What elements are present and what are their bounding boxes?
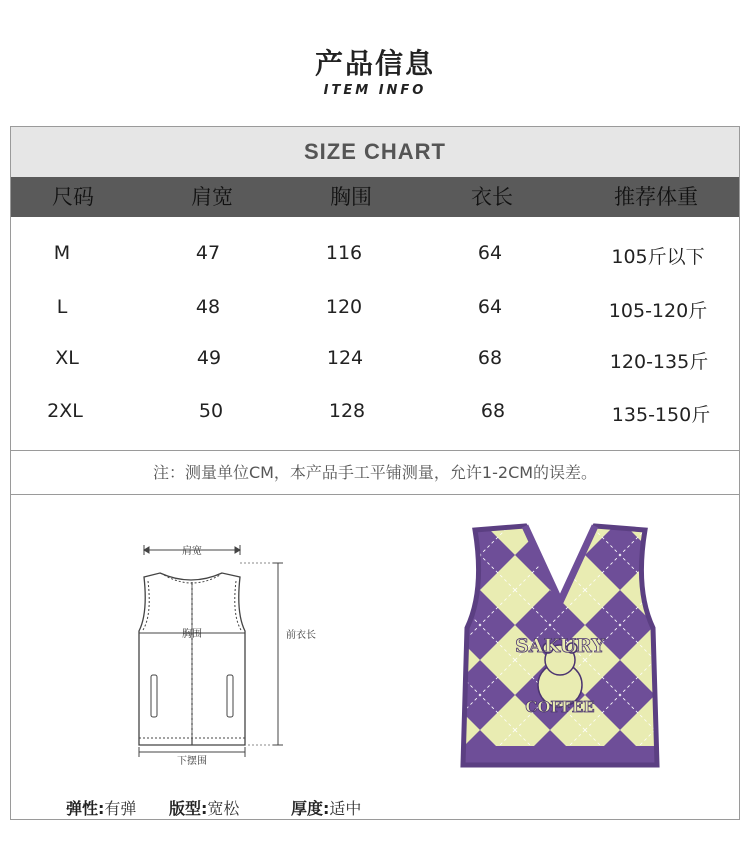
cell-length: 68 <box>477 347 503 369</box>
spec-fit: 版型:宽松 <box>169 799 240 818</box>
cell-chest: 116 <box>325 242 363 264</box>
cell-chest: 120 <box>325 296 363 318</box>
size-chart-title: SIZE CHART <box>11 127 739 177</box>
length-label: 前衣长 <box>286 630 316 641</box>
product-photo <box>445 520 675 775</box>
cell-weight: 105-120斤 <box>608 300 708 322</box>
column-header-length: 衣长 <box>471 185 513 209</box>
divider <box>11 450 739 451</box>
table-row <box>0 242 750 268</box>
page-title: 产品信息 <box>314 47 435 80</box>
cell-size: 2XL <box>47 400 83 422</box>
print-text-top: SAKURY <box>515 635 605 657</box>
cell-length: 64 <box>477 242 503 264</box>
table-row <box>0 347 750 373</box>
column-header-weight: 推荐体重 <box>614 185 698 209</box>
measurement-note: 注：测量单位CM，本产品手工平铺测量，允许1-2CM的误差。 <box>152 463 598 482</box>
table-row <box>0 400 750 426</box>
page-subtitle: ITEM INFO <box>323 83 427 98</box>
spec-thickness: 厚度:适中 <box>291 799 362 818</box>
cell-size: L <box>56 296 68 318</box>
cell-shoulder: 49 <box>196 347 222 369</box>
cell-chest: 128 <box>328 400 366 422</box>
shoulder-label: 肩宽 <box>182 546 202 557</box>
size-chart-header <box>11 177 739 217</box>
cell-weight: 105斤以下 <box>611 246 705 268</box>
cell-size: XL <box>55 347 79 369</box>
print-text-bottom: COFFEE <box>525 698 595 716</box>
cell-shoulder: 48 <box>195 296 221 318</box>
cell-weight: 135-150斤 <box>611 404 711 426</box>
vest-measurement-diagram <box>120 535 320 765</box>
cell-chest: 124 <box>326 347 364 369</box>
cell-length: 64 <box>477 296 503 318</box>
table-row <box>0 296 750 322</box>
cell-length: 68 <box>480 400 506 422</box>
chest-label: 胸围 <box>182 629 202 640</box>
cell-weight: 120-135斤 <box>609 351 709 373</box>
cell-shoulder: 47 <box>195 242 221 264</box>
hem-label: 下摆围 <box>177 756 207 765</box>
divider <box>11 494 739 495</box>
column-header-size: 尺码 <box>52 185 94 209</box>
spec-elasticity: 弹性:有弹 <box>66 799 137 818</box>
cell-size: M <box>53 242 71 264</box>
cell-shoulder: 50 <box>198 400 224 422</box>
column-header-shoulder: 肩宽 <box>191 185 233 209</box>
column-header-chest: 胸围 <box>330 185 372 209</box>
